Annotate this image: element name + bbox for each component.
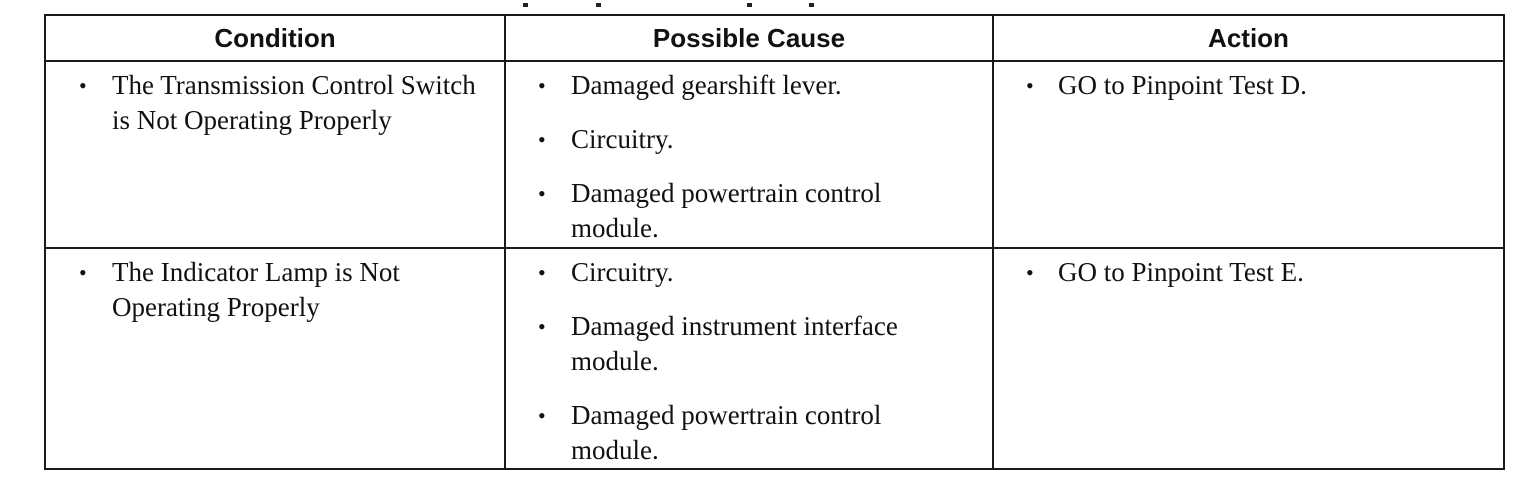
cause-text: Damaged instrument interface module. xyxy=(571,311,898,376)
action-cell xyxy=(993,61,1504,248)
list-item xyxy=(994,68,1503,103)
list-item xyxy=(506,398,992,468)
bullet-icon: • xyxy=(538,181,546,206)
symptom-chart-table xyxy=(44,14,1505,470)
list-item xyxy=(506,255,992,290)
condition-text: The Indicator Lamp is Not Operating Properly xyxy=(112,257,400,322)
list-item xyxy=(506,68,992,103)
cause-list xyxy=(506,62,992,246)
header-condition: Condition xyxy=(45,15,505,61)
bullet-icon: • xyxy=(538,260,546,285)
condition-cell xyxy=(45,248,505,469)
action-text: GO to Pinpoint Test E. xyxy=(1058,257,1304,287)
bullet-icon: • xyxy=(1026,260,1034,285)
cropped-glyph xyxy=(523,3,528,7)
header-possible-cause: Possible Cause xyxy=(505,15,993,61)
bullet-icon: • xyxy=(538,314,546,339)
table-header xyxy=(45,15,1504,61)
cause-text: Damaged powertrain control module. xyxy=(571,178,882,243)
possible-cause-cell xyxy=(505,248,993,469)
cause-text: Circuitry. xyxy=(571,257,674,287)
cropped-glyph xyxy=(809,3,814,7)
header-action: Action xyxy=(993,15,1504,61)
action-list xyxy=(994,249,1503,290)
condition-cell xyxy=(45,61,505,248)
possible-cause-cell xyxy=(505,61,993,248)
list-item xyxy=(46,68,504,138)
bullet-icon: • xyxy=(538,403,546,428)
list-item xyxy=(506,309,992,379)
table-row xyxy=(45,248,1504,469)
action-list xyxy=(994,62,1503,103)
condition-list xyxy=(46,249,504,325)
condition-list xyxy=(46,62,504,138)
cause-text: Damaged gearshift lever. xyxy=(571,70,842,100)
list-item xyxy=(46,255,504,325)
list-item xyxy=(506,176,992,246)
bullet-icon: • xyxy=(79,260,87,285)
cause-text: Damaged powertrain control module. xyxy=(571,400,882,465)
cropped-text-above-table xyxy=(0,0,1536,10)
action-cell xyxy=(993,248,1504,469)
bullet-icon: • xyxy=(538,127,546,152)
list-item xyxy=(994,255,1503,290)
bullet-icon: • xyxy=(79,73,87,98)
list-item xyxy=(506,122,992,157)
cropped-glyph xyxy=(747,3,752,7)
bullet-icon: • xyxy=(1026,73,1034,98)
cropped-glyph xyxy=(596,3,601,7)
header-row xyxy=(45,15,1504,61)
table-row xyxy=(45,61,1504,248)
bullet-icon: • xyxy=(538,73,546,98)
action-text: GO to Pinpoint Test D. xyxy=(1058,70,1307,100)
cause-list xyxy=(506,249,992,468)
condition-text: The Transmission Control Switch is Not Operating Properly xyxy=(112,70,476,135)
cause-text: Circuitry. xyxy=(571,124,674,154)
